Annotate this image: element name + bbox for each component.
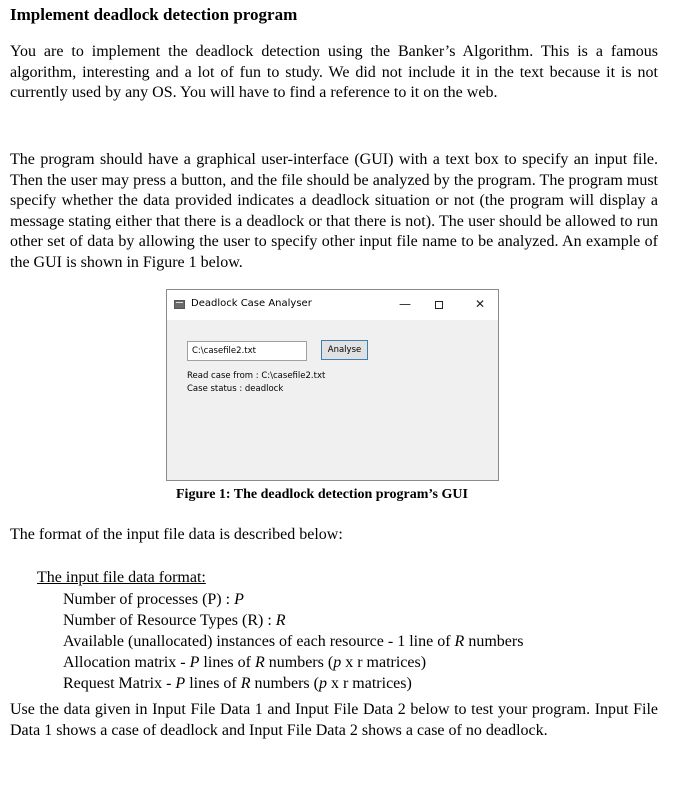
format-item-processes: Number of processes (P) : P (63, 591, 244, 608)
read-case-status: Read case from : C:\casefile2.txt (187, 371, 326, 381)
app-window-icon (174, 300, 185, 309)
format-intro: The format of the input file data is described below: (10, 526, 343, 543)
format-item-allocation: Allocation matrix - P lines of R numbers (p x r matrices) (63, 654, 427, 671)
format-item-available: Available (unallocated) instances of each resource - 1 line of R numbers (63, 633, 524, 650)
test-data-paragraph: Use the data given in Input File Data 1 and Input File Data 2 below to test your program. Input File Data 1 shows a case of deadlock and Input File Data 2 shows a case of no deadlock. (10, 701, 658, 739)
format-list (63, 589, 523, 694)
analyse-button[interactable]: Analyse (321, 340, 368, 360)
example-gui-window (166, 289, 499, 481)
heading: Implement deadlock detection program (10, 5, 298, 24)
window-title: Deadlock Case Analyser (191, 298, 312, 309)
maximize-button[interactable] (429, 295, 449, 313)
format-item-resource-types: Number of Resource Types (R) : R (63, 612, 286, 629)
window-titlebar (167, 290, 498, 320)
close-button[interactable]: ✕ (474, 297, 486, 311)
intro-paragraph: You are to implement the deadlock detection using the Banker’s Algorithm. This is a famous algorithm, interesting and a lot of fun to study. We did not include it in the text because it is not currently used by any OS. You will have to find a reference to it on the web. (10, 43, 658, 101)
window-client-area (167, 320, 498, 480)
figure-caption: Figure 1: The deadlock detection program’s GUI (176, 487, 468, 502)
gui-requirements-paragraph: The program should have a graphical user-interface (GUI) with a text box to specify an input file. Then the user may press a button, and the file should be analyzed by the program. The program must specify whether the data provided indicates a deadlock situation or not (the program will display a message stating either that there is a deadlock or that there is not). The user should be allowed to run other set of data by allowing the user to specify other input file name to be analyzed. An example of the GUI is shown in Figure 1 below. (10, 151, 658, 271)
format-title: The input file data format: (37, 569, 206, 586)
case-status: Case status : deadlock (187, 384, 284, 394)
minimize-button[interactable]: — (399, 297, 411, 311)
format-item-request: Request Matrix - P lines of R numbers (p x r matrices) (63, 675, 412, 692)
maximize-icon (435, 301, 443, 309)
file-path-input[interactable] (187, 341, 307, 361)
